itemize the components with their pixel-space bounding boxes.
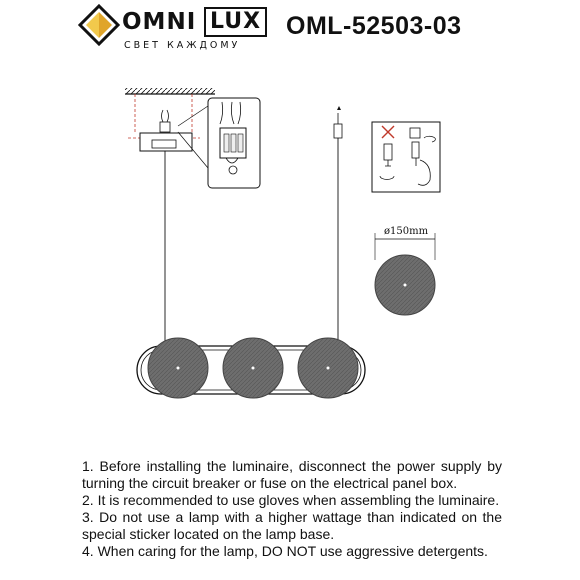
brand-name-omni: OMNI: [122, 9, 197, 35]
instruction-item: 4. When caring for the lamp, DO NOT use aggressive detergents.: [82, 543, 488, 559]
installation-instructions: [82, 458, 502, 560]
ceiling-mount: [125, 88, 215, 355]
diameter-label: ø150mm: [384, 226, 429, 237]
brand-tagline: СВЕТ КАЖДОМУ: [124, 40, 241, 51]
header: [0, 0, 580, 60]
brand-logo-icon: [78, 4, 120, 46]
instruction-item: 2. It is recommended to use gloves when assembling the luminaire.: [82, 492, 500, 508]
brand-name-lux: LUX: [204, 7, 267, 37]
model-number: OML-52503-03: [286, 12, 462, 40]
installation-diagram: [0, 70, 580, 450]
lamp-shade-2: [223, 338, 283, 398]
shade-diameter-view: [375, 233, 435, 315]
suspension-cable: [334, 106, 342, 355]
lamp-shade-3: [298, 338, 358, 398]
lamp-shade-1: [148, 338, 208, 398]
instruction-item: 1. Before installing the luminaire, disconnect the power supply by turning the circuit breaker or fuse on the electrical panel box.: [82, 458, 502, 491]
bulb-install-detail: [372, 122, 440, 192]
instruction-item: 3. Do not use a lamp with a higher wattage than indicated on the special sticker located on the lamp base.: [82, 509, 502, 542]
